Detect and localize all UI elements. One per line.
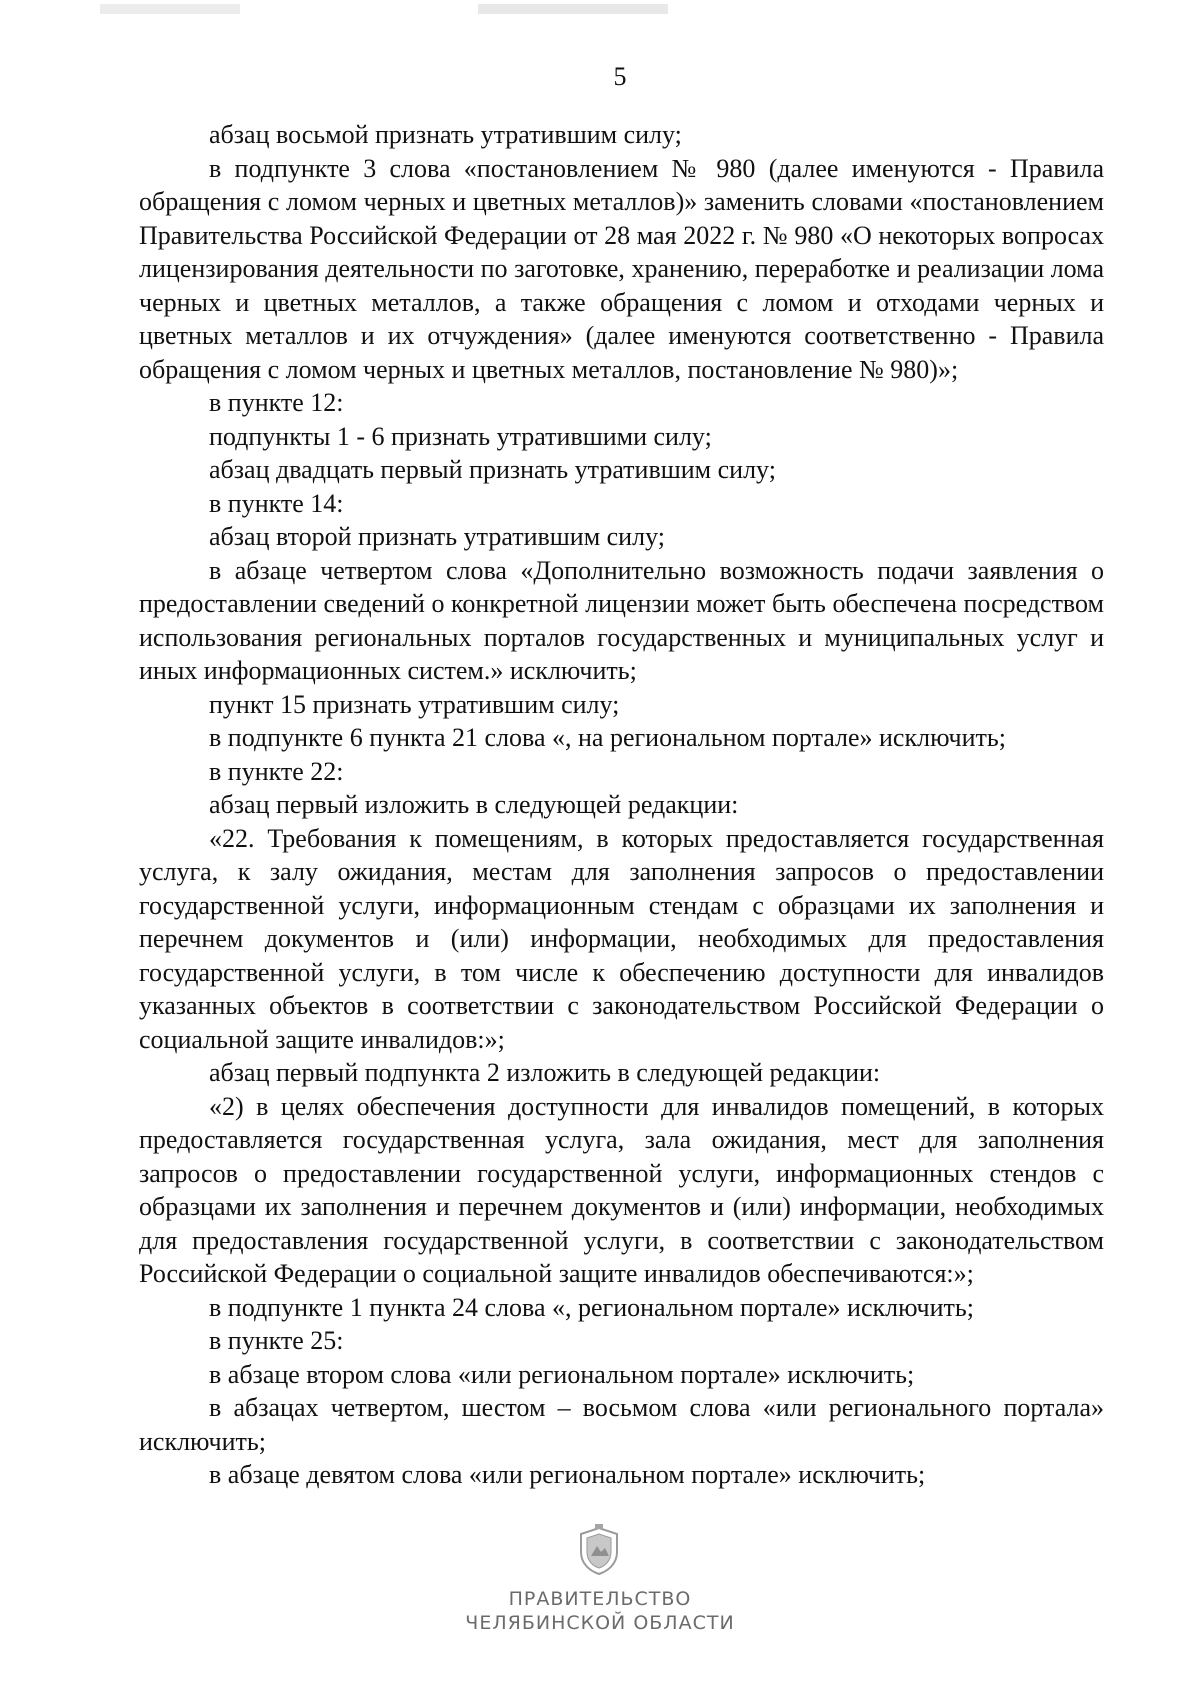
paragraph: абзац первый подпункта 2 изложить в следующей редакции:: [209, 1058, 881, 1087]
page-number: 5: [613, 62, 627, 91]
paragraph: в подпункте 1 пункта 24 слова «, региональном портале» исключить;: [209, 1292, 974, 1322]
paragraph: в абзаце девятом слова «или региональном портале» исключить;: [209, 1460, 926, 1489]
paragraph: в пункте 12:: [209, 388, 344, 417]
paragraph: в абзаце четвертом слова «Дополнительно возможность подачи заявления о предоставлении сведений о конкретной лицензии может быть обеспечена посредством использования региональных порталов государственных и муниципальных услуг и иных информационных систем.» исключить;: [139, 555, 1104, 685]
paragraph: подпункты 1 - 6 признать утратившими силу;: [209, 421, 712, 451]
footer-organization-line2: ЧЕЛЯБИНСКОЙ ОБЛАСТИ: [465, 1612, 735, 1634]
document-body: [139, 118, 1104, 1492]
paragraph: в пункте 25:: [209, 1326, 344, 1355]
scan-artifact-center: [478, 4, 668, 14]
paragraph: абзац первый изложить в следующей редакции:: [209, 790, 739, 819]
paragraph: в абзацах четвертом, шестом – восьмом слова «или регионального портала» исключить;: [139, 1393, 1104, 1456]
paragraph: абзац восьмой признать утратившим силу;: [209, 120, 682, 149]
footer-organization-line1: ПРАВИТЕЛЬСТВО: [508, 1588, 692, 1610]
coat-of-arms-icon: [575, 1524, 623, 1576]
paragraph: в подпункте 3 слова «постановлением № 980 (далее именуются - Правила обращения с ломом черных и цветных металлов)» заменить словами «постановлением Правительства Российской Федерации от 28 мая 2022 г. № 980 «О некоторых вопросах лицензирования деятельности по заготовке, хранению, переработке и реализации лома черных и цветных металлов, а также обращения с ломом и отходами черных и цветных металлов и их отчуждения» (далее именуются соответственно - Правила обращения с ломом черных и цветных металлов, постановление № 980)»;: [139, 153, 1104, 384]
paragraph: «22. Требования к помещениям, в которых предоставляется государственная услуга, к залу ожидания, местам для заполнения запросов о предоставлении государственной услуги, информационным стендам с образцами их заполнения и перечнем документов и (или) информации, необходимых для предоставления государственной услуги, в том числе к обеспечению доступности для инвалидов указанных объектов в соответствии с законодательством Российской Федерации о социальной защите инвалидов:»;: [139, 823, 1104, 1054]
paragraph: в абзаце втором слова «или региональном портале» исключить;: [209, 1359, 915, 1389]
paragraph: «2) в целях обеспечения доступности для инвалидов помещений, в которых предоставляется государственная услуга, зала ожидания, мест для заполнения запросов о предоставлении государственной услуги, информационных стендов с образцами их заполнения и перечнем документов и (или) информации, необходимых для предоставления государственной услуги, в соответствии с законодательством Российской Федерации о социальной защите инвалидов обеспечиваются:»;: [139, 1091, 1104, 1288]
paragraph: в подпункте 6 пункта 21 слова «, на региональном портале» исключить;: [209, 723, 1006, 752]
paragraph: абзац двадцать первый признать утратившим силу;: [209, 455, 776, 484]
paragraph: в пункте 22:: [209, 756, 344, 786]
scan-artifact-left: [100, 4, 240, 14]
paragraph: абзац второй признать утратившим силу;: [209, 522, 665, 551]
paragraph: пункт 15 признать утратившим силу;: [209, 689, 620, 719]
paragraph: в пункте 14:: [209, 488, 344, 518]
